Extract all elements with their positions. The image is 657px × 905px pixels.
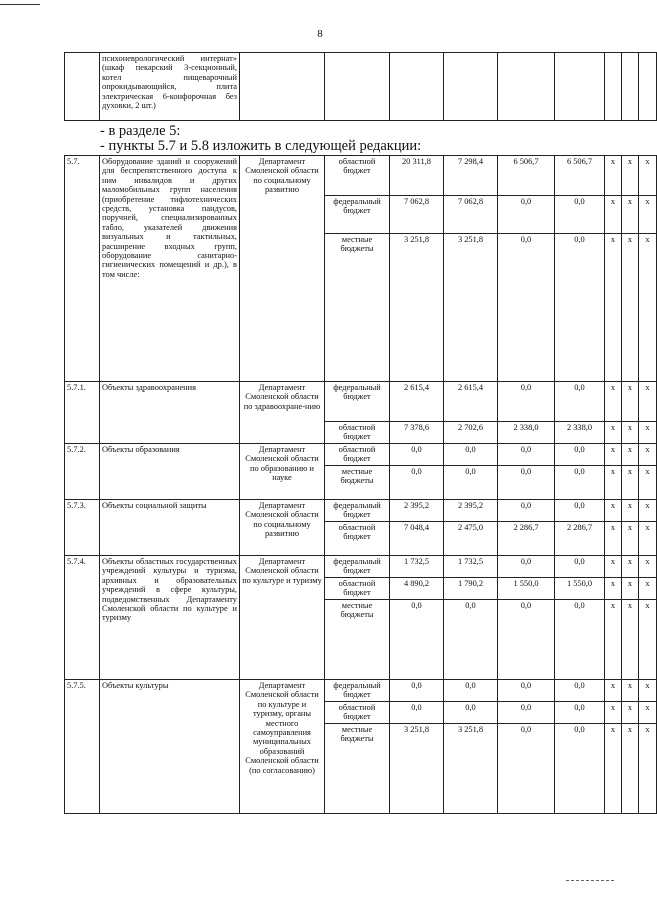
indicator-mark: x bbox=[639, 422, 657, 444]
indicator-mark: x bbox=[622, 422, 639, 444]
year-amount: 2 286,7 bbox=[555, 522, 605, 556]
item-name: Объекты социальной защиты bbox=[100, 500, 240, 556]
indicator-mark: x bbox=[605, 556, 622, 578]
indicator-mark: x bbox=[639, 724, 657, 814]
item-executor: Департамент Смоленской области по социальному развитию bbox=[240, 156, 325, 382]
total-amount: 4 890,2 bbox=[390, 578, 444, 600]
funding-source: областной бюджет bbox=[325, 702, 390, 724]
item-number: 5.7.2. bbox=[65, 444, 100, 500]
indicator-mark: x bbox=[605, 702, 622, 724]
year-amount: 0,0 bbox=[555, 196, 605, 234]
indicator-mark: x bbox=[622, 556, 639, 578]
total-amount: 7 062,8 bbox=[390, 196, 444, 234]
total-amount: 20 311,8 bbox=[390, 156, 444, 196]
item-executor: Департамент Смоленской области по культуре и туризму, органы местного самоуправления муниципальных образований Смоленской области (по согласованию) bbox=[240, 680, 325, 814]
indicator-mark: x bbox=[639, 444, 657, 466]
year-amount: 7 062,8 bbox=[444, 196, 498, 234]
year-amount: 3 251,8 bbox=[444, 234, 498, 382]
indicator-mark: x bbox=[605, 234, 622, 382]
year-amount: 6 506,7 bbox=[498, 156, 555, 196]
indicator-mark: x bbox=[605, 156, 622, 196]
year-amount: 2 286,7 bbox=[498, 522, 555, 556]
indicator-mark: x bbox=[605, 422, 622, 444]
table-row bbox=[65, 680, 657, 702]
year-amount: 0,0 bbox=[498, 680, 555, 702]
item-name: Объекты областных государственных учреждений культуры и туризма, архивных и образовательных учреждений в сфере культуры, подведомственных Департаменту Смоленской области по культуре и туризму bbox=[100, 556, 240, 680]
year-amount: 0,0 bbox=[498, 500, 555, 522]
indicator-mark: x bbox=[605, 196, 622, 234]
year-amount: 6 506,7 bbox=[555, 156, 605, 196]
year-amount: 0,0 bbox=[498, 444, 555, 466]
total-amount: 2 615,4 bbox=[390, 382, 444, 422]
total-amount: 0,0 bbox=[390, 702, 444, 724]
year-amount: 0,0 bbox=[555, 444, 605, 466]
total-amount: 0,0 bbox=[390, 466, 444, 500]
item-name: Объекты здравоохранения bbox=[100, 382, 240, 444]
total-amount: 1 732,5 bbox=[390, 556, 444, 578]
funding-source: областной бюджет bbox=[325, 522, 390, 556]
year-amount: 0,0 bbox=[444, 444, 498, 466]
table-row bbox=[65, 500, 657, 522]
bottom-rule bbox=[566, 880, 614, 881]
year-amount: 2 615,4 bbox=[444, 382, 498, 422]
total-amount: 2 395,2 bbox=[390, 500, 444, 522]
indicator-mark: x bbox=[605, 444, 622, 466]
funding-source: местные бюджеты bbox=[325, 234, 390, 382]
item-name: Оборудование зданий и сооружений для беспрепятственного доступа к ним инвалидов и других маломобильных групп населения (приобретение тифлотехнических средств, установка пандусов, поручней, специализированных табло, указателей движения визуальных и тактильных, расширение входных групп, оборудование санитарно-гигиенических помещений и др.), в том числе: bbox=[100, 156, 240, 382]
year-amount: 0,0 bbox=[498, 600, 555, 680]
year-amount: 0,0 bbox=[498, 724, 555, 814]
year-amount: 2 395,2 bbox=[444, 500, 498, 522]
indicator-mark: x bbox=[622, 578, 639, 600]
year-amount: 0,0 bbox=[444, 702, 498, 724]
indicator-mark: x bbox=[605, 500, 622, 522]
instruction-heading: - пункты 5.7 и 5.8 изложить в следующей редакции: bbox=[100, 138, 422, 154]
year-amount: 1 790,2 bbox=[444, 578, 498, 600]
indicator-mark: x bbox=[639, 680, 657, 702]
funding-source: областной бюджет bbox=[325, 444, 390, 466]
indicator-mark: x bbox=[639, 556, 657, 578]
indicator-mark: x bbox=[605, 600, 622, 680]
year-amount: 0,0 bbox=[498, 702, 555, 724]
funding-source: федеральный бюджет bbox=[325, 680, 390, 702]
year-amount: 2 338,0 bbox=[498, 422, 555, 444]
indicator-mark: x bbox=[622, 522, 639, 556]
funding-source: областной бюджет bbox=[325, 422, 390, 444]
funding-source: федеральный бюджет bbox=[325, 556, 390, 578]
total-amount: 0,0 bbox=[390, 680, 444, 702]
item-number: 5.7.5. bbox=[65, 680, 100, 814]
item-name: Объекты образования bbox=[100, 444, 240, 500]
indicator-mark: x bbox=[639, 522, 657, 556]
item-executor: Департамент Смоленской области по образованию и науке bbox=[240, 444, 325, 500]
funding-source: местные бюджеты bbox=[325, 600, 390, 680]
year-amount: 0,0 bbox=[498, 556, 555, 578]
year-amount: 0,0 bbox=[555, 680, 605, 702]
year-amount: 0,0 bbox=[498, 382, 555, 422]
continued-item-text: психоневрологический интернат» (шкаф пекарский 3-секционный, котел пищеварочный опрокидывающийся, плита электрическая 6-конфорочная без духовки, 2 шт.) bbox=[100, 53, 240, 121]
funding-source: областной бюджет bbox=[325, 156, 390, 196]
total-amount: 7 378,6 bbox=[390, 422, 444, 444]
year-amount: 2 475,0 bbox=[444, 522, 498, 556]
year-amount: 1 550,0 bbox=[498, 578, 555, 600]
indicator-mark: x bbox=[639, 466, 657, 500]
total-amount: 0,0 bbox=[390, 444, 444, 466]
item-number: 5.7.1. bbox=[65, 382, 100, 444]
year-amount: 0,0 bbox=[555, 382, 605, 422]
year-amount: 0,0 bbox=[498, 196, 555, 234]
year-amount: 0,0 bbox=[555, 600, 605, 680]
year-amount: 1 550,0 bbox=[555, 578, 605, 600]
year-amount: 0,0 bbox=[498, 466, 555, 500]
funding-source: местные бюджеты bbox=[325, 724, 390, 814]
year-amount: 0,0 bbox=[555, 500, 605, 522]
indicator-mark: x bbox=[622, 234, 639, 382]
year-amount: 2 338,0 bbox=[555, 422, 605, 444]
indicator-mark: x bbox=[605, 578, 622, 600]
indicator-mark: x bbox=[622, 156, 639, 196]
total-amount: 7 048,4 bbox=[390, 522, 444, 556]
total-amount: 3 251,8 bbox=[390, 724, 444, 814]
page-number: 8 bbox=[317, 28, 323, 40]
year-amount: 0,0 bbox=[555, 724, 605, 814]
year-amount: 0,0 bbox=[444, 680, 498, 702]
item-executor: Департамент Смоленской области по здравоохране-нию bbox=[240, 382, 325, 444]
indicator-mark: x bbox=[605, 466, 622, 500]
indicator-mark: x bbox=[622, 196, 639, 234]
funding-source: федеральный бюджет bbox=[325, 500, 390, 522]
table-row bbox=[65, 444, 657, 466]
section-heading: - в разделе 5: bbox=[100, 123, 181, 139]
item-number: 5.7.3. bbox=[65, 500, 100, 556]
indicator-mark: x bbox=[639, 196, 657, 234]
item-number: 5.7.4. bbox=[65, 556, 100, 680]
table-row bbox=[65, 382, 657, 422]
indicator-mark: x bbox=[639, 156, 657, 196]
indicator-mark: x bbox=[639, 500, 657, 522]
year-amount: 3 251,8 bbox=[444, 724, 498, 814]
item-executor: Департамент Смоленской области по социальному развитию bbox=[240, 500, 325, 556]
indicator-mark: x bbox=[605, 724, 622, 814]
indicator-mark: x bbox=[622, 444, 639, 466]
indicator-mark: x bbox=[639, 702, 657, 724]
item-number: 5.7. bbox=[65, 156, 100, 382]
indicator-mark: x bbox=[622, 466, 639, 500]
indicator-mark: x bbox=[622, 500, 639, 522]
program-table bbox=[64, 155, 657, 814]
total-amount: 0,0 bbox=[390, 600, 444, 680]
year-amount: 0,0 bbox=[555, 234, 605, 382]
funding-source: федеральный бюджет bbox=[325, 196, 390, 234]
year-amount: 2 702,6 bbox=[444, 422, 498, 444]
indicator-mark: x bbox=[639, 234, 657, 382]
indicator-mark: x bbox=[605, 522, 622, 556]
item-executor: Департамент Смоленской области по культуре и туризму bbox=[240, 556, 325, 680]
year-amount: 7 298,4 bbox=[444, 156, 498, 196]
funding-source: федеральный бюджет bbox=[325, 382, 390, 422]
total-amount: 3 251,8 bbox=[390, 234, 444, 382]
year-amount: 0,0 bbox=[555, 556, 605, 578]
year-amount: 0,0 bbox=[555, 702, 605, 724]
indicator-mark: x bbox=[605, 382, 622, 422]
indicator-mark: x bbox=[639, 600, 657, 680]
indicator-mark: x bbox=[622, 680, 639, 702]
year-amount: 0,0 bbox=[498, 234, 555, 382]
year-amount: 0,0 bbox=[444, 466, 498, 500]
continued-table bbox=[64, 52, 657, 121]
indicator-mark: x bbox=[622, 724, 639, 814]
indicator-mark: x bbox=[639, 578, 657, 600]
year-amount: 1 732,5 bbox=[444, 556, 498, 578]
table-row bbox=[65, 556, 657, 578]
indicator-mark: x bbox=[622, 702, 639, 724]
funding-source: областной бюджет bbox=[325, 578, 390, 600]
indicator-mark: x bbox=[639, 382, 657, 422]
table-row bbox=[65, 156, 657, 196]
funding-source: местные бюджеты bbox=[325, 466, 390, 500]
year-amount: 0,0 bbox=[555, 466, 605, 500]
indicator-mark: x bbox=[622, 600, 639, 680]
item-name: Объекты культуры bbox=[100, 680, 240, 814]
table-row bbox=[65, 53, 657, 121]
indicator-mark: x bbox=[605, 680, 622, 702]
indicator-mark: x bbox=[622, 382, 639, 422]
top-rule bbox=[0, 4, 40, 5]
year-amount: 0,0 bbox=[444, 600, 498, 680]
